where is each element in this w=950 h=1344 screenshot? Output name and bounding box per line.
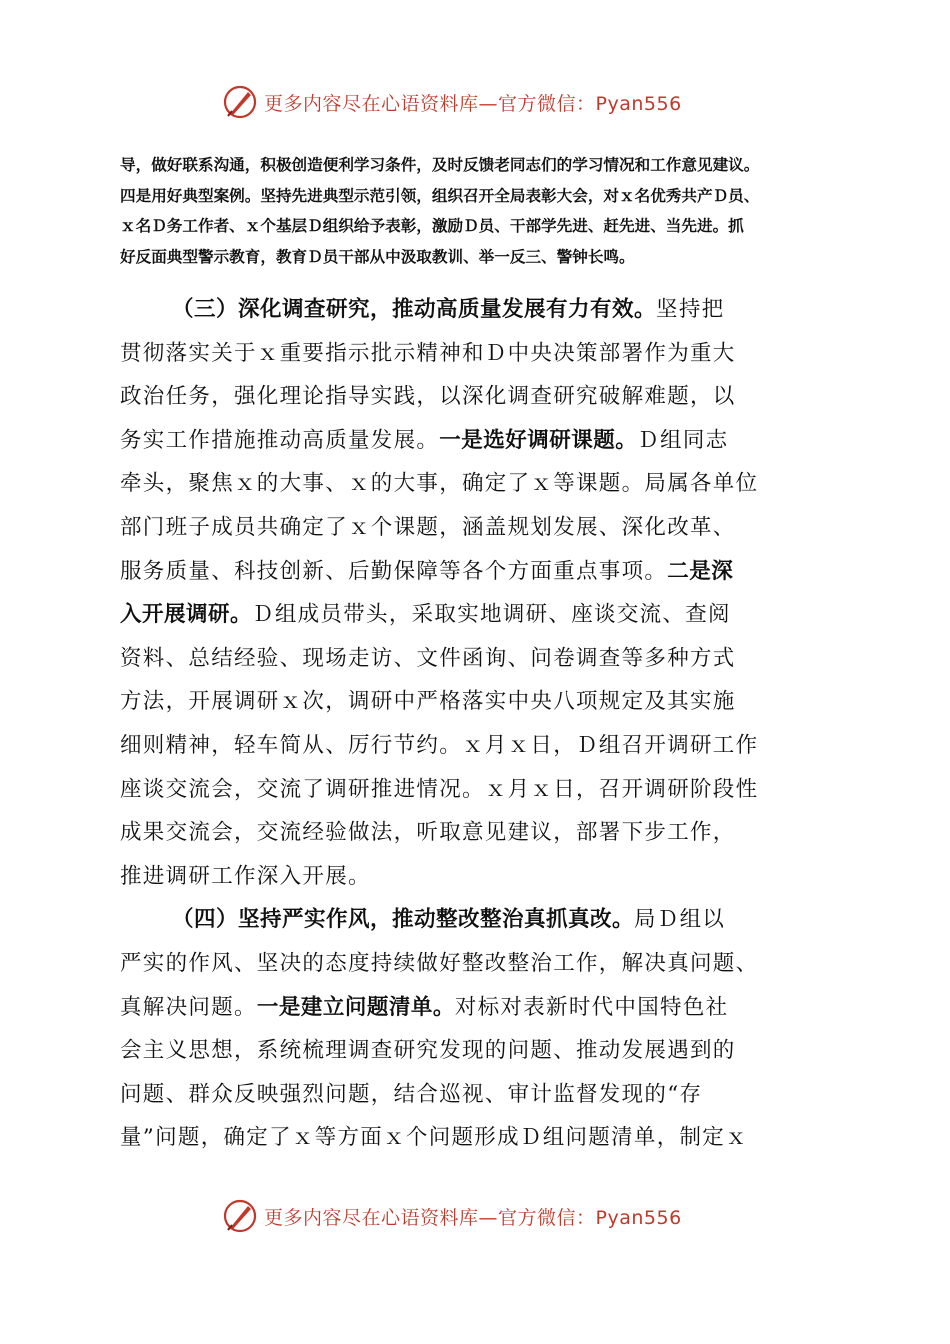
point-title: 一是建立问题清单。: [256, 994, 455, 1020]
body-line: 牵头，聚焦ｘ的大事、ｘ的大事，确定了ｘ等课题。局属各单位: [120, 471, 759, 497]
section3-line4: 务实工作措施推动高质量发展。一是选好调研课题。Ｄ组同志: [120, 427, 729, 453]
watermark-text: 更多内容尽在心语资料库—官方微信：Pyan556: [264, 92, 682, 115]
intro-line: 好反面典型警示教育，教育Ｄ员干部从中汲取教训、举一反三、警钟长鸣。: [120, 247, 635, 266]
body-line: 严实的作风、坚决的态度持续做好整改整治工作，解决真问题、: [120, 950, 759, 976]
body-line: 方法，开展调研ｘ次，调研中严格落实中央八项规定及其实施: [120, 689, 736, 715]
intro-line: ｘ名Ｄ务工作者、ｘ个基层Ｄ组织给予表彰，激励Ｄ员、干部学先进、赶先进、当先进。抓: [120, 217, 744, 235]
body-line: 推进调研工作深入开展。: [120, 863, 371, 889]
body-line: 部门班子成员共确定了ｘ个课题，涵盖规划发展、深化改革、: [120, 514, 736, 540]
body-line: 细则精神，轻车简从、厉行节约。ｘ月ｘ日，Ｄ组召开调研工作: [120, 732, 759, 758]
watermark-text: 更多内容尽在心语资料库—官方微信：Pyan556: [264, 1206, 682, 1229]
body-line: 成果交流会，交流经验做法，听取意见建议，部署下步工作，: [120, 820, 736, 846]
section4-heading: （四）坚持严实作风，推动整改整治真抓真改。: [172, 907, 635, 933]
body-line: 问题、群众反映强烈问题，结合巡视、审计监督发现的“存: [120, 1081, 703, 1107]
document-body: [120, 288, 840, 1160]
section4-line3: 真解决问题。一是建立问题清单。对标对表新时代中国特色社: [120, 994, 729, 1020]
section4-line1: （四）坚持严实作风，推动整改整治真抓真改。局Ｄ组以: [172, 907, 726, 933]
wechat-id: Pyan556: [595, 92, 682, 115]
wechat-id: Pyan556: [595, 1206, 682, 1229]
intro-line: 四是用好典型案例。坚持先进典型示范引领，组织召开全局表彰大会，对ｘ名优秀共产Ｄ员、: [120, 186, 760, 205]
body-line: 会主义思想，系统梳理调查研究发现的问题、推动发展遇到的: [120, 1038, 736, 1064]
intro-line: 导，做好联系沟通，积极创造便利学习条件，及时反馈老同志们的学习情况和工作意见建议。: [120, 156, 760, 174]
body-line: 座谈交流会，交流了调研推进情况。ｘ月ｘ日，召开调研阶段性: [120, 776, 759, 802]
body-line: 贯彻落实关于ｘ重要指示批示精神和Ｄ中央决策部署作为重大: [120, 340, 736, 366]
quill-logo-icon: [222, 1198, 258, 1234]
section3-heading: （三）深化调查研究，推动高质量发展有力有效。: [172, 297, 657, 322]
point-title: 入开展调研。: [120, 602, 253, 628]
point-title: 一是选好调研课题。: [439, 427, 638, 453]
intro-paragraph: [120, 150, 840, 272]
body-line: 量”问题，确定了ｘ等方面ｘ个问题形成Ｄ组问题清单，制定ｘ: [120, 1125, 748, 1151]
quill-logo-icon: [222, 84, 258, 120]
section3-line8: 服务质量、科技创新、后勤保障等各个方面重点事项。二是深: [120, 558, 734, 584]
body-line: 资料、总结经验、现场走访、文件函询、问卷调查等多种方式: [120, 645, 736, 671]
section3-line9: 入开展调研。Ｄ组成员带头，采取实地调研、座谈交流、查阅: [120, 602, 731, 628]
watermark-banner-top: [222, 82, 742, 122]
section3-line1: （三）深化调查研究，推动高质量发展有力有效。坚持把: [172, 297, 725, 322]
point-title: 二是深: [667, 558, 734, 584]
body-line: 政治任务，强化理论指导实践，以深化调查研究破解难题，以: [120, 384, 736, 410]
watermark-banner-bottom: [222, 1196, 742, 1236]
